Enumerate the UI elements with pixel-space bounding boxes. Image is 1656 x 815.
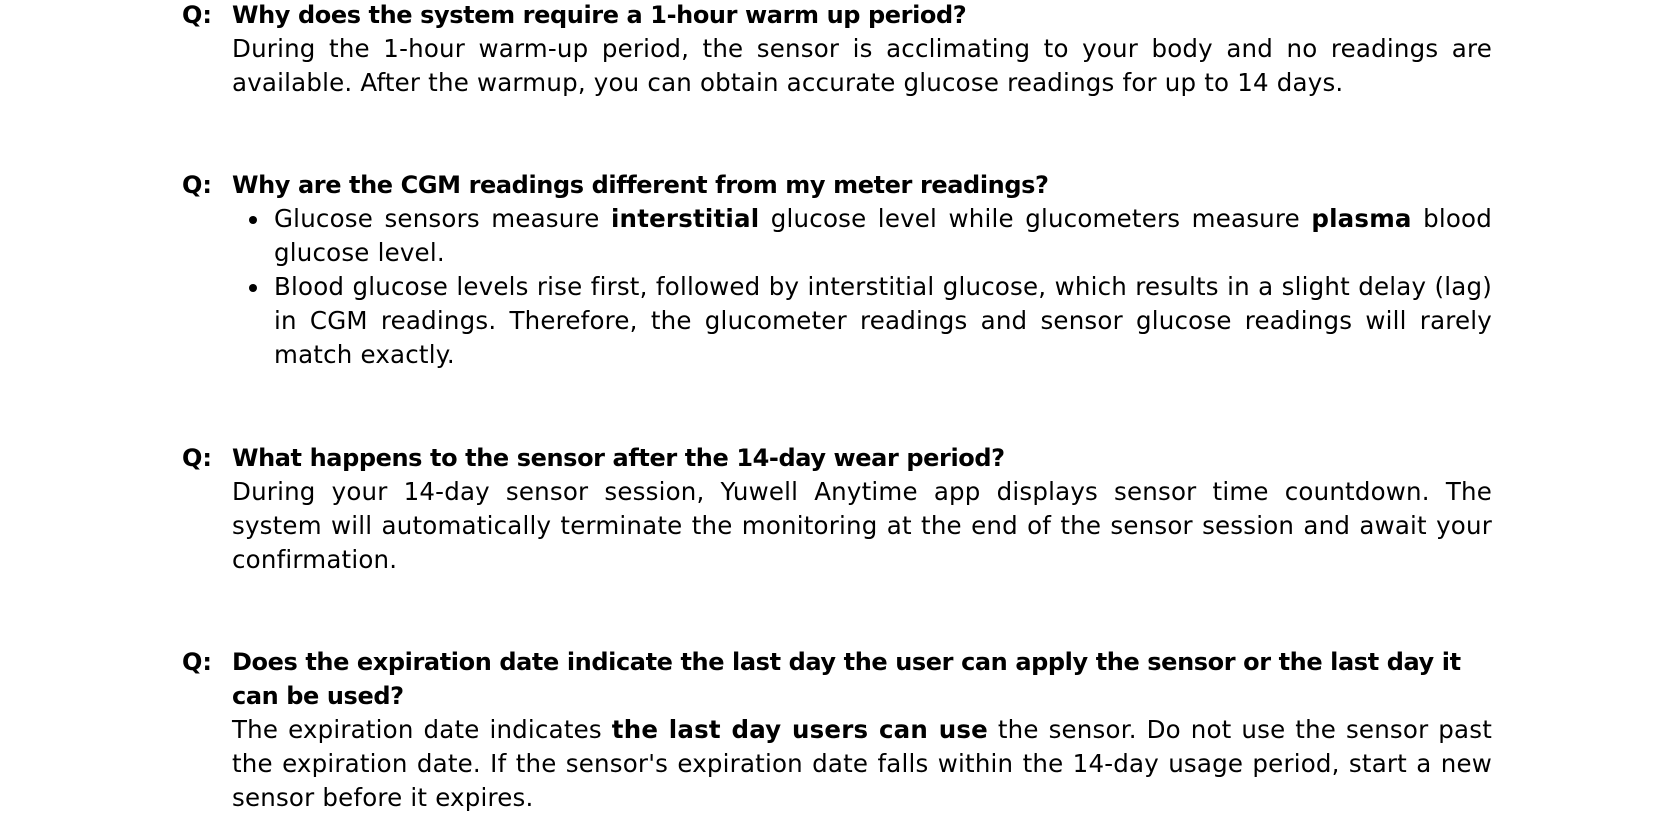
question-marker: Q:: [182, 171, 212, 199]
answer-text-part: The expiration date indicates: [232, 715, 612, 744]
question-row: [182, 645, 1492, 713]
answer-text-part: the sensor. Do not use the sensor past the expiration date. If the sensor's expiration date falls within the 14-day usage period, start a new sensor before it expires.: [232, 715, 1493, 812]
faq-item-warmup: [182, 0, 1492, 100]
question-marker: Q:: [182, 1, 212, 29]
question-text: Does the expiration date indicate the last day the user can apply the sensor or the last day it can be used?: [232, 648, 1461, 710]
question-marker: Q:: [182, 648, 212, 676]
answer-text: During the 1-hour warm-up period, the sensor is acclimating to your body and no readings are available. After the warmup, you can obtain accurate glucose readings for up to 14 days.: [232, 34, 1492, 97]
bullet-text: blood glucose level.: [274, 204, 1493, 267]
bold-term-interstitial: interstitial: [610, 204, 760, 233]
faq-item-cgm-vs-meter: [182, 168, 1492, 372]
question-row: [182, 0, 1492, 32]
question-row: [182, 441, 1492, 475]
faq-item-after-wear-period: [182, 441, 1492, 577]
question-text: What happens to the sensor after the 14-day wear period?: [232, 444, 1005, 472]
answer-bullet-list: [182, 202, 1492, 372]
bold-term-plasma: plasma: [1311, 204, 1412, 233]
question-row: [182, 168, 1492, 202]
answer-text: During your 14-day sensor session, Yuwell Anytime app displays sensor time countdown. The system will automatically terminate the monitoring at the end of the sensor session and await your confirmation.: [232, 477, 1492, 574]
bullet-item: [274, 202, 1492, 270]
answer-text: [232, 713, 1492, 815]
bullet-item: [274, 270, 1492, 372]
bullet-text: glucose level while glucometers measure: [759, 204, 1312, 233]
question-marker: Q:: [182, 444, 212, 472]
question-text: Why are the CGM readings different from my meter readings?: [232, 171, 1049, 199]
bullet-text: Blood glucose levels rise first, followed by interstitial glucose, which results in a slight delay (lag) in CGM readings. Therefore, the glucometer readings and sensor glucose readings will rarely match exactly.: [274, 272, 1492, 369]
question-text: Why does the system require a 1-hour warm up period?: [232, 1, 967, 29]
faq-item-expiration-date: [182, 645, 1492, 815]
bullet-text: Glucose sensors measure: [274, 204, 611, 233]
bold-phrase: the last day users can use: [611, 715, 988, 744]
